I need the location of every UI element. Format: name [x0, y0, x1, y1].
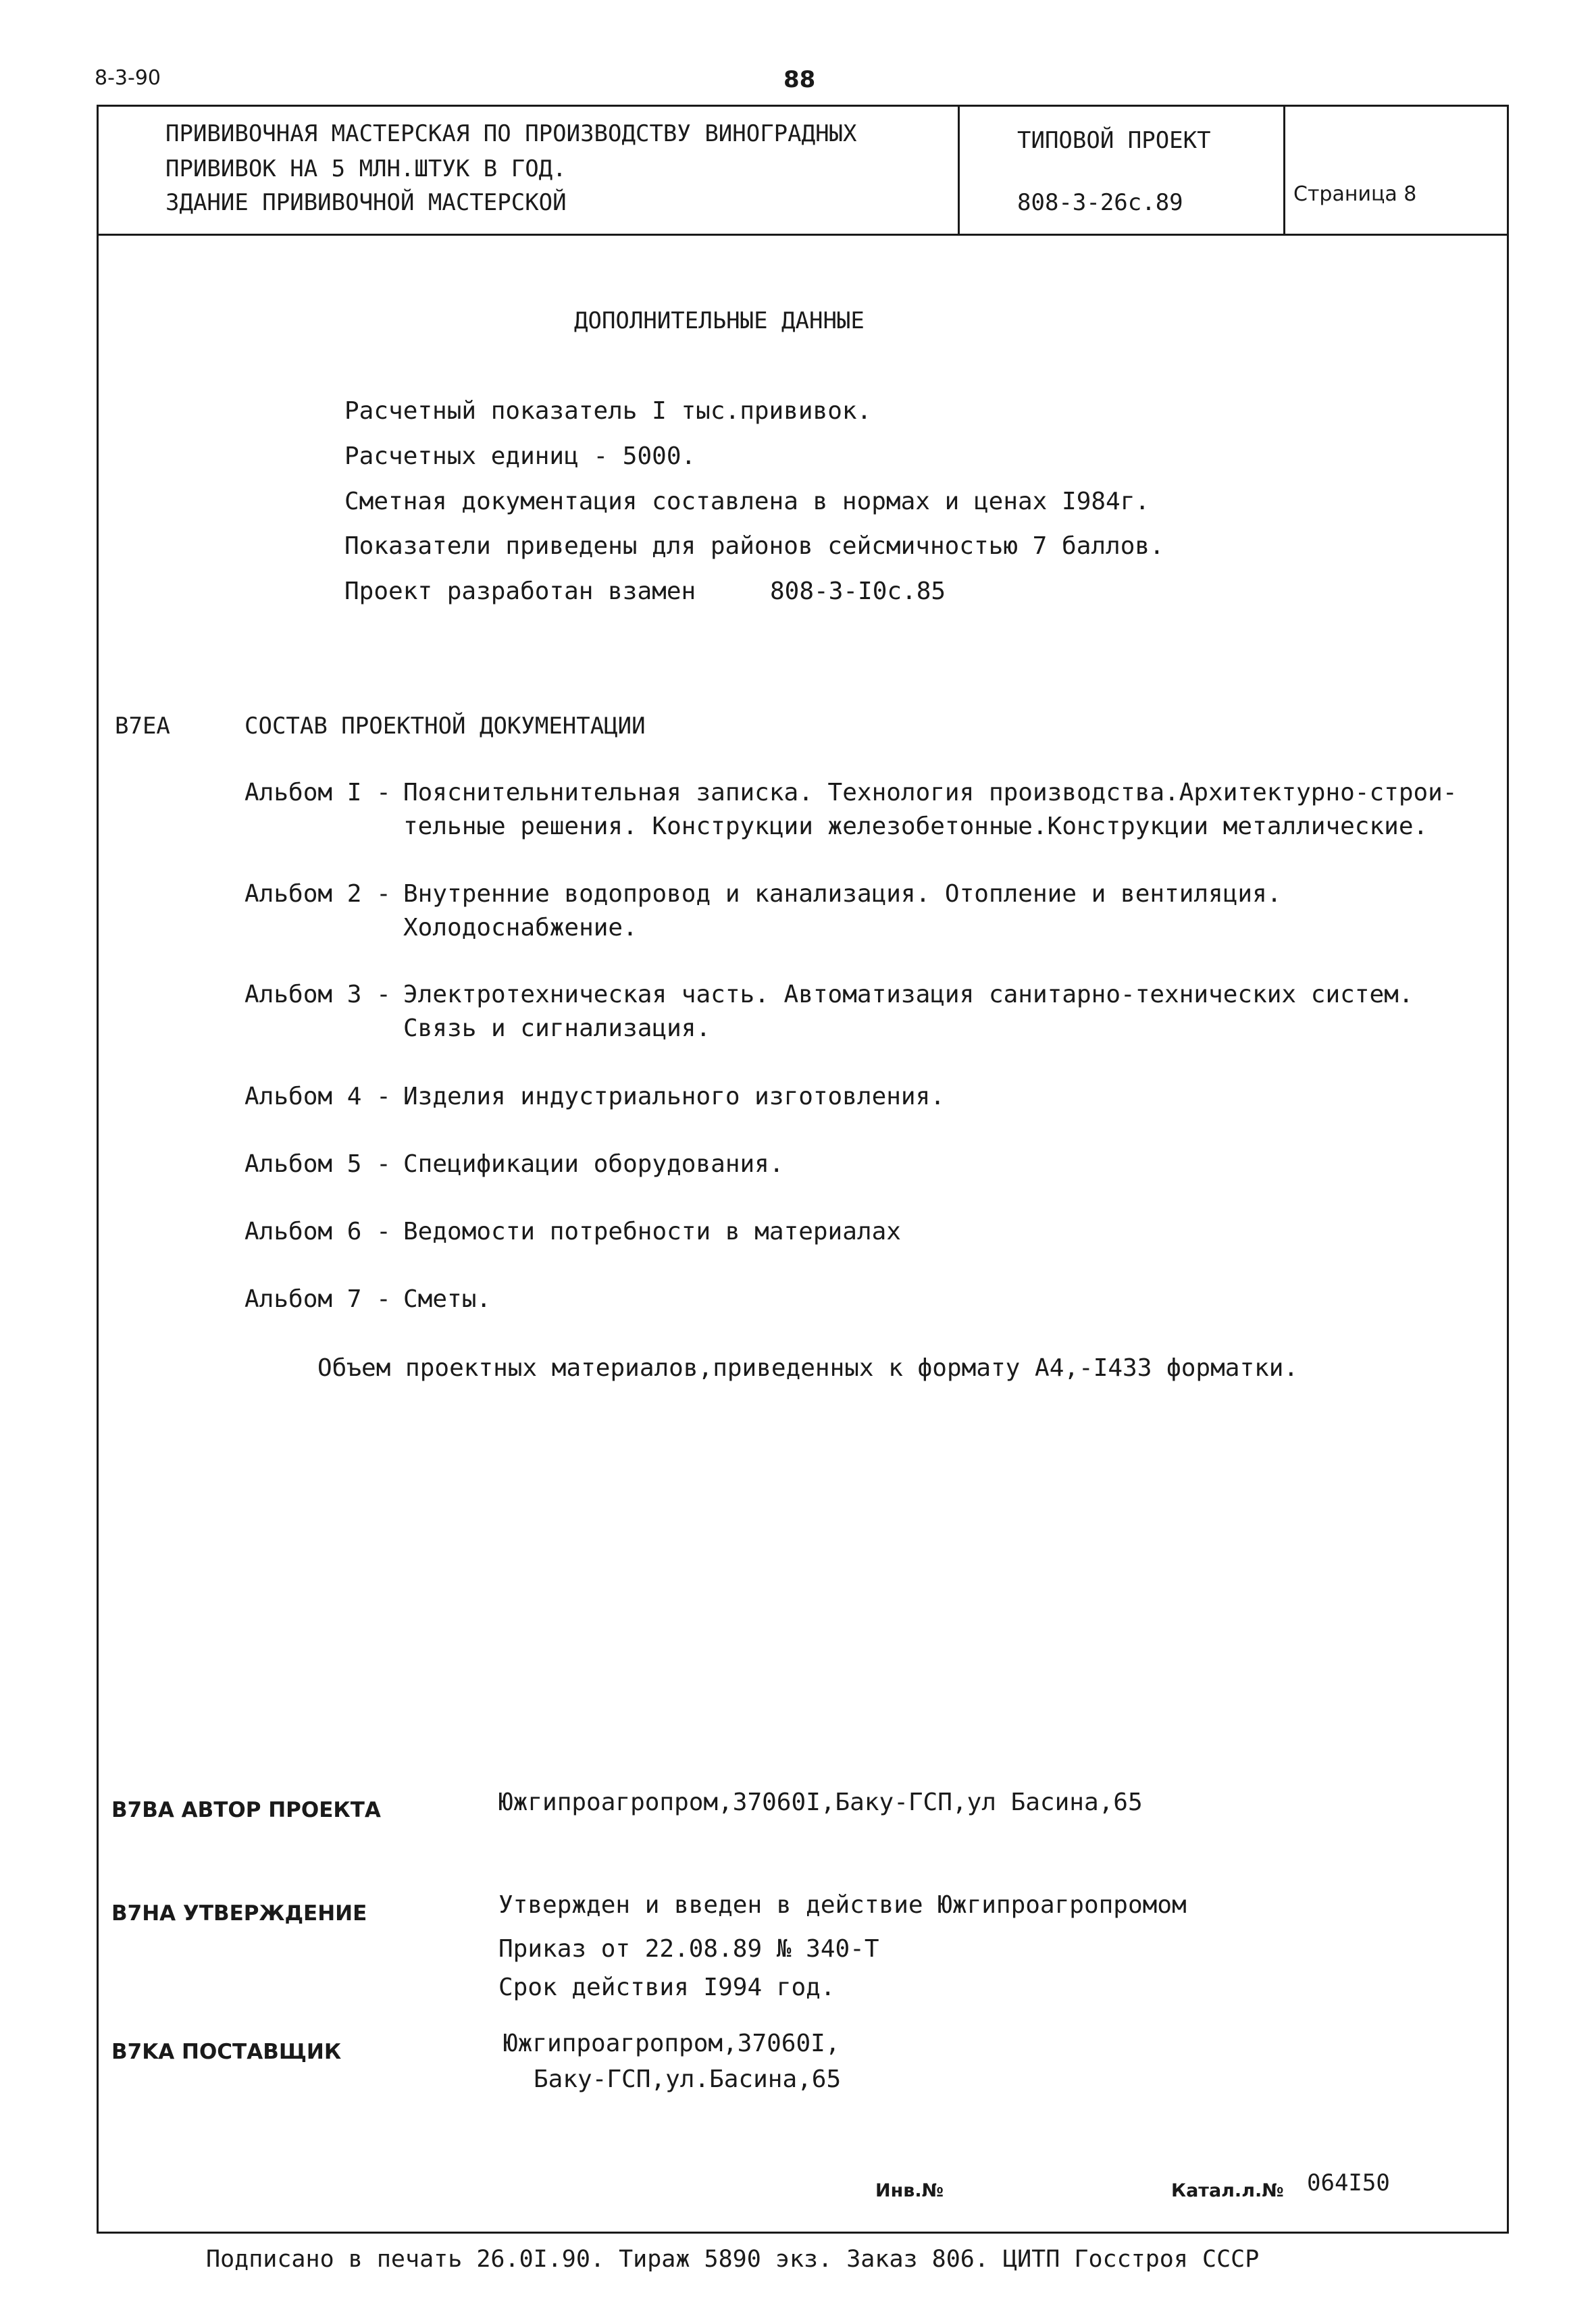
album-2-line-2: Холодоснабжение. [403, 914, 638, 942]
catalog-label: Катал.л.№ [1171, 2180, 1284, 2201]
album-4-label: Альбом 4 - [244, 1083, 391, 1110]
album-4-line-1: Изделия индустриального изготовления. [403, 1083, 945, 1110]
header-title-line-3: ЗДАНИЕ ПРИВИВОЧНОЙ МАСТЕРСКОЙ [165, 189, 567, 216]
additional-line-2: Расчетных единиц - 5000. [344, 442, 696, 470]
supplier-line-1: Южгипроагропром,37060I, [503, 2030, 840, 2057]
project-label: ТИПОВОЙ ПРОЕКТ [1017, 127, 1211, 154]
album-6-line-1: Ведомости потребности в материалах [403, 1218, 901, 1245]
page-number: 88 [783, 66, 816, 93]
page-label: Страница 8 [1293, 182, 1417, 206]
album-6-label: Альбом 6 - [244, 1218, 391, 1245]
supplier-label: B7KA ПОСТАВЩИК [111, 2040, 342, 2064]
album-2-line-1: Внутренние водопровод и канализация. Отопление и вентиляция. [403, 880, 1282, 908]
composition-heading: СОСТАВ ПРОЕКТНОЙ ДОКУМЕНТАЦИИ [244, 713, 646, 740]
supplier-line-2: Баку-ГСП,ул.Басина,65 [534, 2065, 842, 2093]
catalog-value: 064I50 [1307, 2169, 1390, 2196]
album-3-label: Альбом 3 - [244, 981, 391, 1008]
album-3-line-1: Электротехническая часть. Автоматизация санитарно-технических систем. [403, 981, 1414, 1008]
composition-code: B7EA [115, 713, 170, 740]
replaced-label: Проект разработан взамен [344, 577, 696, 605]
header-bottom-rule [97, 234, 1509, 236]
album-1-line-1: Пояснительнительная записка. Технология производства.Архитектурно-строи- [403, 779, 1458, 806]
additional-line-4: Показатели приведены для районов сейсмичностью 7 баллов. [344, 532, 1164, 560]
additional-line-3: Сметная документация составлена в нормах и ценах I984г. [344, 488, 1150, 515]
header-title-line-2: ПРИВИВОК НА 5 МЛН.ШТУК В ГОД. [165, 155, 567, 182]
album-3-line-2: Связь и сигнализация. [403, 1014, 711, 1042]
additional-line-1: Расчетный показатель I тыс.прививок. [344, 397, 872, 425]
album-5-label: Альбом 5 - [244, 1150, 391, 1178]
approval-line-3: Срок действия I994 год. [498, 1974, 835, 2001]
album-1-line-2: тельные решения. Конструкции железобетонные.Конструкции металлические. [403, 813, 1428, 840]
additional-heading: ДОПОЛНИТЕЛЬНЫЕ ДАННЫЕ [574, 307, 865, 334]
approval-line-1: Утвержден и введен в действие Южгипроагропромом [498, 1891, 1187, 1919]
author-label: B7BA АВТОР ПРОЕКТА [111, 1798, 381, 1822]
header-title-line-1: ПРИВИВОЧНАЯ МАСТЕРСКАЯ ПО ПРОИЗВОДСТВУ ВИНОГРАДНЫХ [165, 120, 857, 147]
album-2-label: Альбом 2 - [244, 880, 391, 908]
author-value: Южгипроагропром,37060I,Баку-ГСП,ул Басина,65 [498, 1789, 1143, 1816]
album-7-line-1: Сметы. [403, 1285, 492, 1313]
album-5-line-1: Спецификации оборудования. [403, 1150, 784, 1178]
approval-label: B7HA УТВЕРЖДЕНИЕ [111, 1901, 367, 1926]
replaced-value: 808-3-I0с.85 [770, 577, 946, 605]
header-divider-2 [1283, 105, 1285, 235]
header-divider-1 [958, 105, 960, 235]
volume-note: Объем проектных материалов,приведенных к формату А4,-I433 форматки. [317, 1354, 1299, 1382]
inventory-label: Инв.№ [875, 2180, 944, 2201]
document-code: 8-3-90 [95, 66, 161, 90]
project-number: 808-3-26с.89 [1017, 189, 1183, 216]
print-footer: Подписано в печать 26.0I.90. Тираж 5890 экз. Заказ 806. ЦИТП Госстроя СССР [206, 2246, 1260, 2273]
album-1-label: Альбом I - [244, 779, 391, 806]
album-7-label: Альбом 7 - [244, 1285, 391, 1313]
approval-line-2: Приказ от 22.08.89 № 340-Т [498, 1935, 879, 1963]
